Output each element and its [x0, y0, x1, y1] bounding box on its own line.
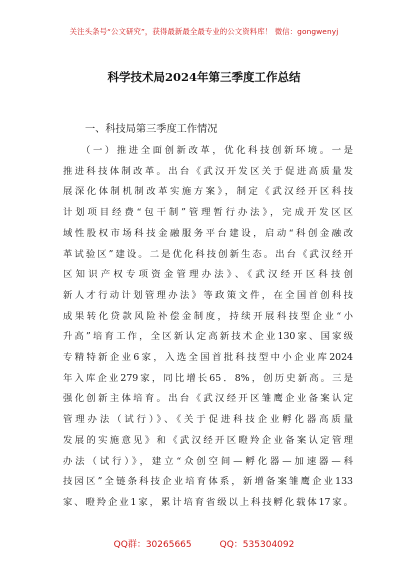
document-body [63, 118, 353, 514]
promo-banner: 关注头条号“公文研究”，获得最新最全最专业的公文资料库！ 微信：gongwenyj [69, 27, 339, 36]
body-line: （一）推进全面创新改革，优化科技创新环境。一是 [81, 145, 353, 156]
body-line: 发展的实施意见》和《武汉经开区瞪羚企业备案认定管理 [63, 434, 353, 446]
contact-footer [0, 537, 408, 550]
body-line: 革试验区”建设。二是优化科技创新生态。出台《武汉经开 [63, 248, 353, 260]
body-line: 区知识产权专项资金管理办法》、《武汉经开区科技创 [63, 269, 353, 281]
body-line: 家、瞪羚企业1家，累计培育省级以上科技孵化载体17家。 [63, 496, 353, 508]
body-line: 新人才行动计划管理办法》等政策文件，在全国首创科技 [63, 289, 353, 301]
section-heading: 一、科技局第三季度工作情况 [85, 124, 218, 135]
body-line: 管理办法（试行）》、《关于促进科技企业孵化器高质量 [63, 414, 353, 426]
qq-group-text: QQ群：30265665 [113, 540, 192, 550]
body-line: 强化创新主体培育。出台《武汉经开区雏鹰企业备案认定 [63, 393, 353, 405]
body-line: 专精特新企业6家，入选全国首批科技型中小企业库2024 [63, 352, 353, 364]
body-line: 升高”培育工作，全区新认定高新技术企业130家、国家级 [63, 331, 353, 343]
body-line: 推进科技体制改革。出台《武汉开发区关于促进高质量发 [63, 165, 353, 177]
body-line: 办法（试行）》，建立“众创空间—孵化器—加速器—科 [63, 455, 353, 467]
body-line: 计划项目经费“包干制”管理暂行办法》，完成开发区区 [63, 207, 353, 219]
body-line: 技园区”全链条科技企业培育体系，新增备案雏鹰企业133 [63, 476, 353, 488]
body-line: 成果转化贷款风险补偿金制度，持续开展科技型企业“小 [63, 310, 353, 322]
body-line: 域性股权市场科技金融服务平台建设，启动“科创金融改 [63, 227, 353, 239]
qq-contact-text: QQ：535304092 [219, 540, 295, 550]
document-title: 科学技术局2024年第三季度工作总结 [107, 70, 301, 84]
body-line: 年入库企业279家，同比增长65．8%，创历史新高。三是 [63, 372, 353, 384]
body-line: 展深化体制机制改革实施方案》，制定《武汉经开区科技 [63, 186, 353, 198]
